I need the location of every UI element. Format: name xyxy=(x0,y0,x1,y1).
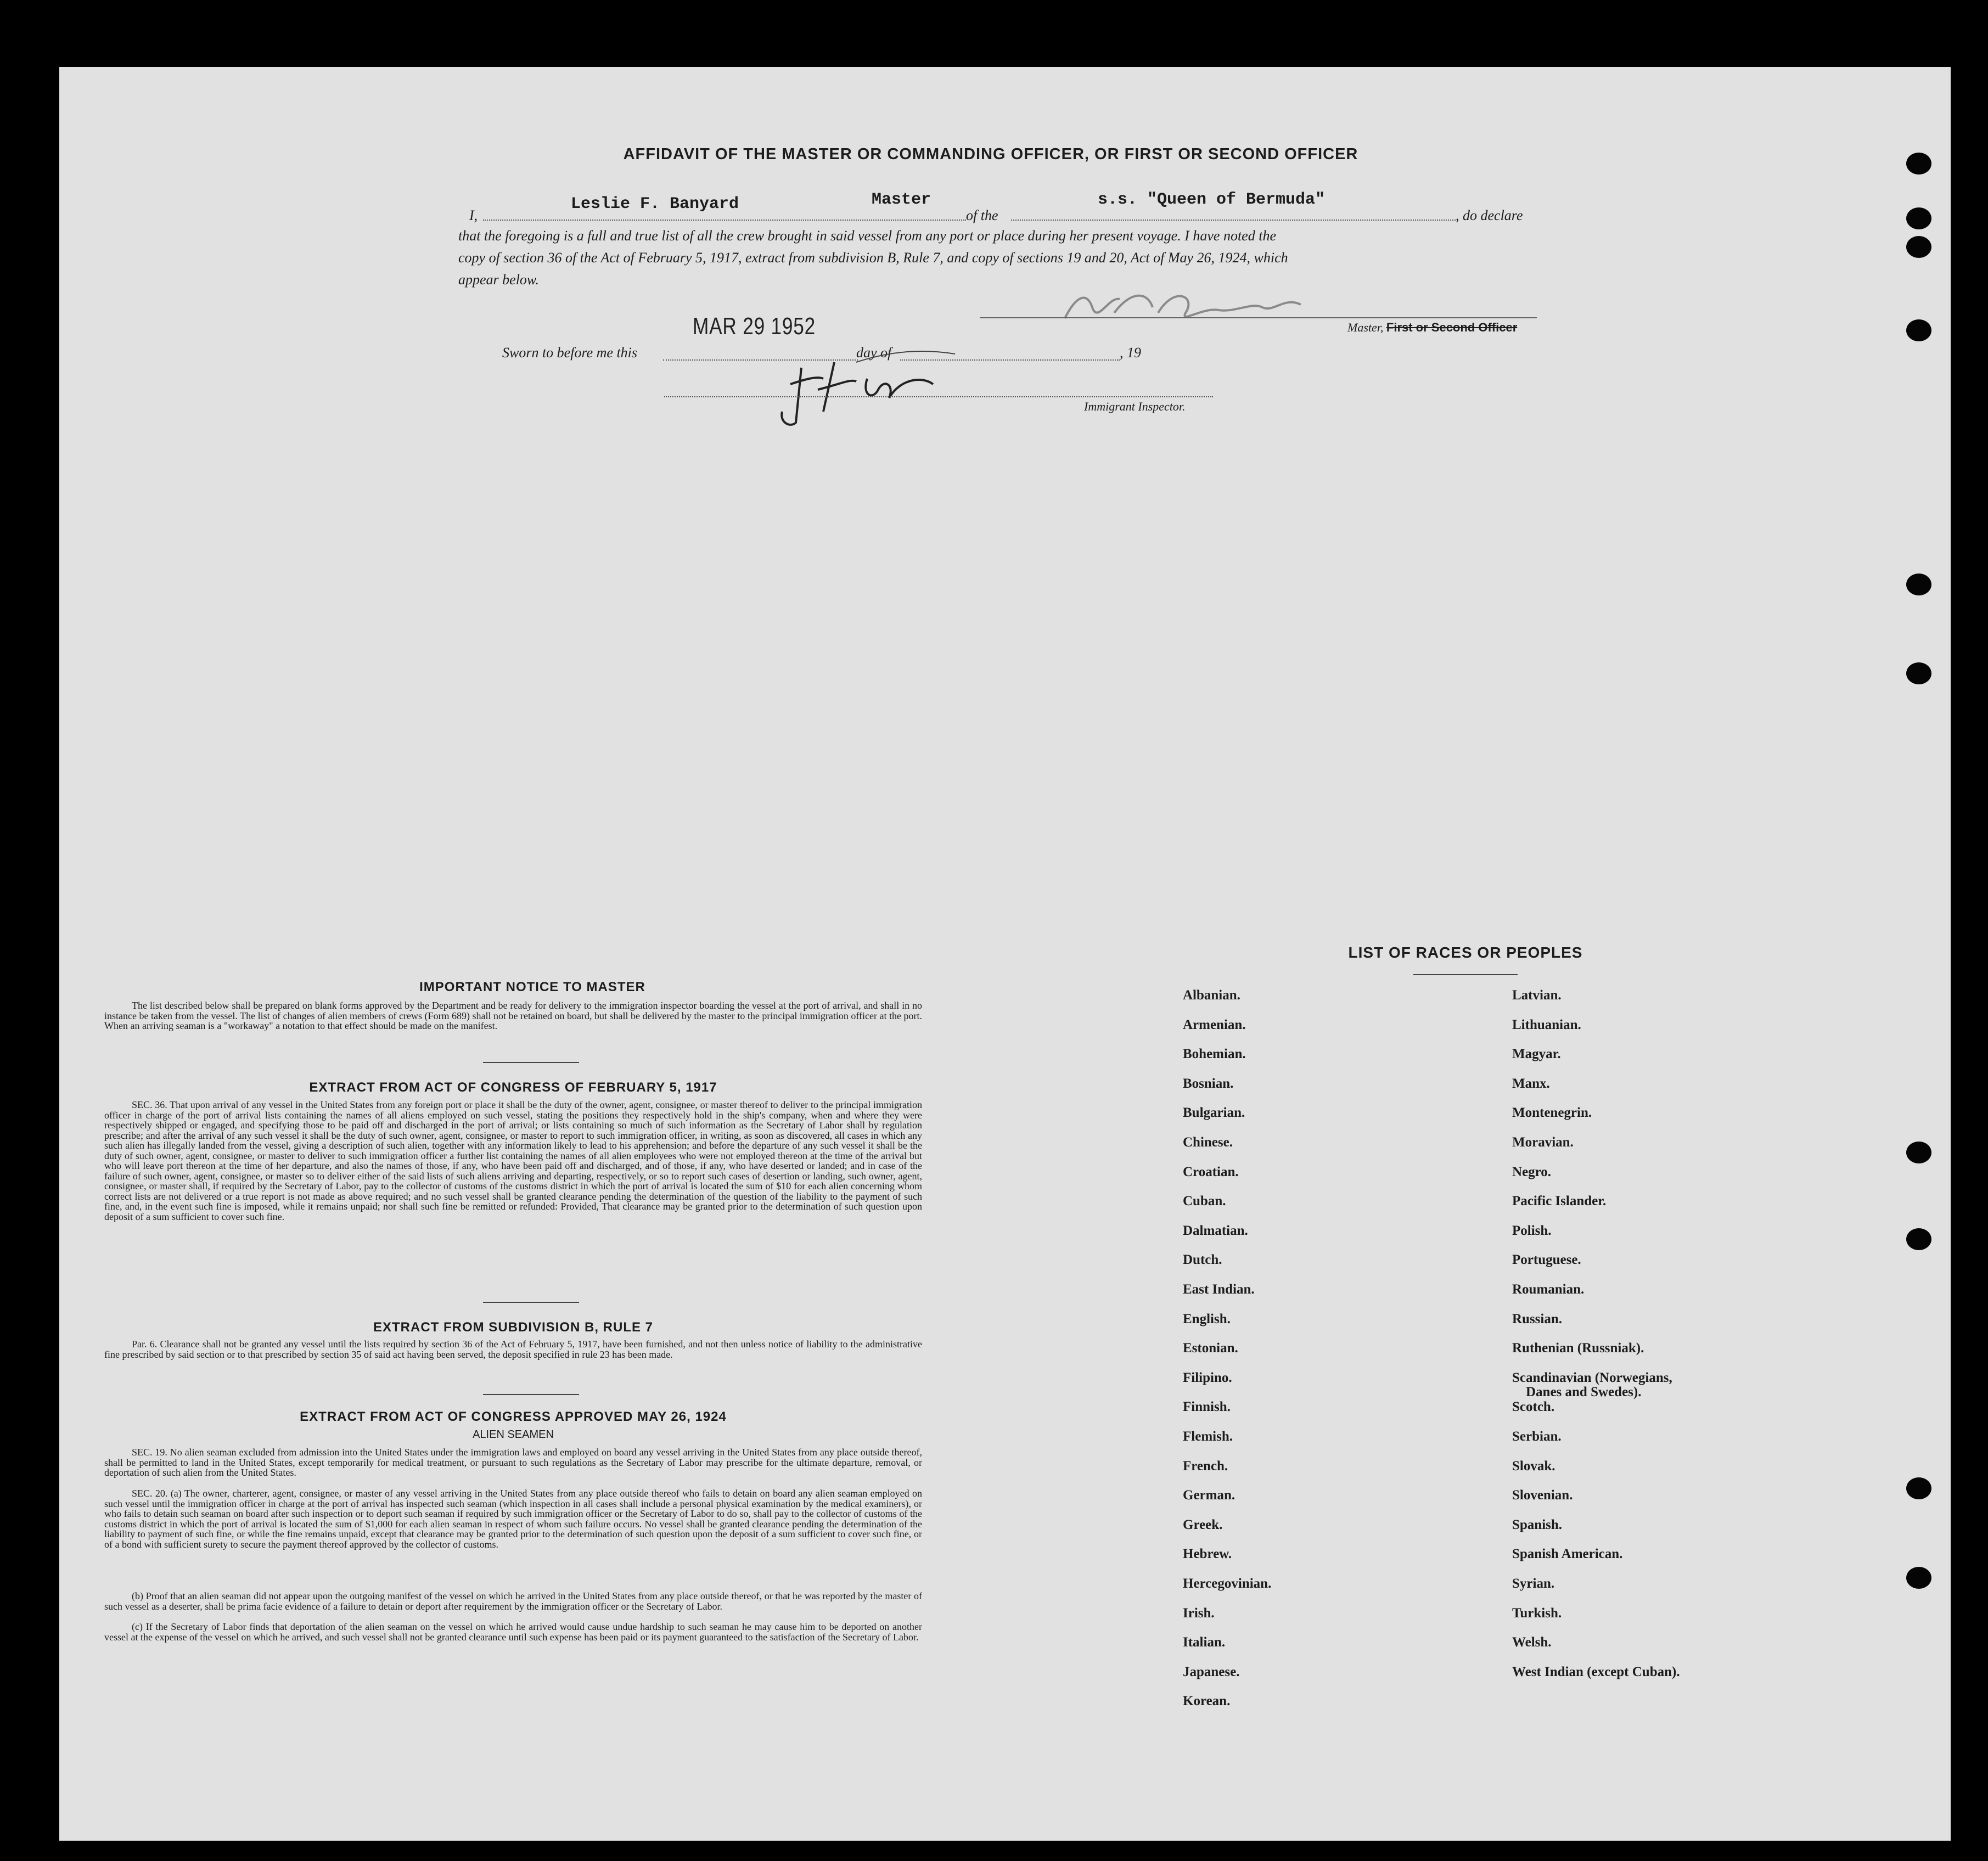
inspector-label: Immigrant Inspector. xyxy=(1084,400,1186,413)
race-item: Korean. xyxy=(1183,1694,1231,1709)
sworn-label: Sworn to before me this xyxy=(502,345,638,361)
race-item: Irish. xyxy=(1183,1605,1215,1621)
master-name: Leslie F. Banyard xyxy=(571,195,739,213)
affidavit-i-label: I, xyxy=(469,207,478,223)
inspector-signature xyxy=(757,346,977,434)
race-item: Bulgarian. xyxy=(1183,1105,1245,1121)
name-line xyxy=(483,220,966,221)
race-item: Slovak. xyxy=(1512,1458,1555,1474)
form-sheet xyxy=(59,67,1951,1841)
race-item: Flemish. xyxy=(1183,1429,1233,1444)
divider xyxy=(483,1062,579,1063)
divider xyxy=(483,1394,579,1395)
race-item: German. xyxy=(1183,1488,1236,1503)
race-item: Manx. xyxy=(1512,1076,1550,1091)
struck-title: First or Second Officer xyxy=(1386,321,1518,334)
vessel-line xyxy=(1011,220,1456,221)
extract-1924-subtitle: ALIEN SEAMEN xyxy=(473,1429,554,1441)
race-item: Japanese. xyxy=(1183,1664,1240,1679)
punch-hole xyxy=(1906,153,1931,175)
race-item: English. xyxy=(1183,1311,1231,1326)
race-item: Dutch. xyxy=(1183,1252,1222,1268)
punch-hole xyxy=(1906,1477,1931,1499)
race-item: Serbian. xyxy=(1512,1429,1562,1444)
race-item: Montenegrin. xyxy=(1512,1105,1592,1121)
race-item: Polish. xyxy=(1512,1223,1552,1238)
race-item: Syrian. xyxy=(1512,1576,1555,1591)
master-signature xyxy=(1054,274,1328,340)
race-item: Slovenian. xyxy=(1512,1488,1573,1503)
affidavit-body-3: appear below. xyxy=(458,272,539,288)
race-item: Spanish. xyxy=(1512,1517,1563,1532)
master-title: Master, xyxy=(1347,321,1384,334)
race-item: Pacific Islander. xyxy=(1512,1194,1607,1209)
punch-hole xyxy=(1906,1567,1931,1589)
race-item: Lithuanian. xyxy=(1512,1017,1581,1032)
punch-hole xyxy=(1906,662,1931,684)
race-item: Dalmatian. xyxy=(1183,1223,1248,1238)
notice-title: IMPORTANT NOTICE TO MASTER xyxy=(419,980,645,994)
rule7-title: EXTRACT FROM SUBDIVISION B, RULE 7 xyxy=(373,1320,654,1335)
race-item: Scandinavian (Norwegians, xyxy=(1512,1370,1672,1385)
race-item: Finnish. xyxy=(1183,1399,1231,1415)
rank-field: Master xyxy=(872,190,931,209)
race-item: Spanish American. xyxy=(1512,1547,1623,1562)
affidavit-body-2: copy of section 36 of the Act of February 5, 1917, extract from subdivision B, Rule 7, and copy of sections 19 and 20, Act of May 26, 1924, which xyxy=(458,250,1288,266)
punch-hole xyxy=(1906,1228,1931,1250)
punch-hole xyxy=(1906,1142,1931,1163)
do-declare-label: , do declare xyxy=(1456,207,1523,223)
race-item: French. xyxy=(1183,1458,1228,1474)
race-item: Russian. xyxy=(1512,1311,1563,1326)
race-item: Bosnian. xyxy=(1183,1076,1234,1091)
race-item: Moravian. xyxy=(1512,1135,1574,1150)
sec20a-text: SEC. 20. (a) The owner, charterer, agent, consignee, or master of any vessel arriving in the United States from any place outside thereof who fails to detain on board any alien seaman employed on such vessel until the immigration officer in charge at the port of arrival has inspected such seaman (which inspection in all cases shall include a personal physical examination by the medical examiners), or who fails to detain such seaman on board after such inspection or to deport such seaman if required by such immigration officer or the Secretary of Labor to do so, shall pay to the collector of customs of the customs district in which the port of arrival is located the sum of $1,000 for each alien seaman in respect of whom such failure occurs. No vessel shall be granted clearance pending the determination of the liability to payment of such fine, or while the fine remains unpaid, except that clearance may be granted prior to the determination of such question upon the deposit of a sum sufficient to cover such fine, or of a bond with sufficient surety to secure the payment thereof approved by the collector of customs. xyxy=(104,1488,922,1550)
date-stamp: MAR 29 1952 xyxy=(693,313,816,340)
race-item: Danes and Swedes). xyxy=(1526,1384,1642,1399)
race-item: Magyar. xyxy=(1512,1047,1561,1062)
punch-hole xyxy=(1906,236,1931,258)
race-item: Negro. xyxy=(1512,1164,1552,1179)
sec19-text: SEC. 19. No alien seaman excluded from admission into the United States under the immigration laws and employed on board any vessel arriving in the United States from any place outside thereof, shall be permitted to land in the United States, except temporarily for medical treatment, or pursuant to such regulations as the Secretary of Labor may prescribe for the ultimate departure, removal, or deportation of such alien from the United States. xyxy=(104,1447,922,1478)
races-title: LIST OF RACES OR PEOPLES xyxy=(1348,944,1583,961)
affidavit-body-1: that the foregoing is a full and true list of all the crew brought in said vessel from any port or place during her present voyage. I have noted the xyxy=(458,228,1276,244)
sec20b-text: (b) Proof that an alien seaman did not appear upon the outgoing manifest of the vessel on which he arrived in the United States from any place outside thereof, or that he was reported by the master of such vessel as a deserter, shall be prima facie evidence of a failure to detain or deport after requirement by the immigration officer or the Secretary of Labor. xyxy=(104,1590,922,1612)
of-the-label: of the xyxy=(966,207,998,223)
race-item: Estonian. xyxy=(1183,1341,1238,1356)
race-item: Turkish. xyxy=(1512,1605,1562,1621)
race-item: Croatian. xyxy=(1183,1164,1239,1179)
race-item: Roumanian. xyxy=(1512,1282,1585,1297)
race-item: Welsh. xyxy=(1512,1635,1552,1650)
notice-text: The list described below shall be prepared on blank forms approved by the Department and be ready for delivery to the immigration inspector boarding the vessel at the port of arrival, and shall in no instance be taken from the vessel. The list of changes of alien members of crews (Form 689) shall not be retained on board, but shall be delivered by the master to the principal immigration officer at the port. When an arriving seaman is a "workaway" a notation to that effect should be made on the manifest. xyxy=(104,1000,922,1031)
race-item: West Indian (except Cuban). xyxy=(1512,1664,1680,1679)
race-item: Hebrew. xyxy=(1183,1547,1232,1562)
extract-1924-title: EXTRACT FROM ACT OF CONGRESS APPROVED MAY 26, 1924 xyxy=(300,1409,727,1424)
race-item: Latvian. xyxy=(1512,988,1562,1003)
race-item: Greek. xyxy=(1183,1517,1223,1532)
race-item: Italian. xyxy=(1183,1635,1226,1650)
master-title-label xyxy=(1347,321,1517,335)
race-item: Armenian. xyxy=(1183,1017,1246,1032)
master-signature-line xyxy=(980,317,1537,318)
divider xyxy=(483,1302,579,1303)
punch-hole xyxy=(1906,207,1931,229)
sec20c-text: (c) If the Secretary of Labor finds that deportation of the alien seaman on the vessel on which he arrived would cause undue hardship to such seaman he may cause him to be deported on another vessel at the expense of the vessel on which he arrived, and such vessel shall not be granted clearance until such expense has been paid or its payment guaranteed to the satisfaction of the Secretary of Labor. xyxy=(104,1621,922,1643)
race-item: East Indian. xyxy=(1183,1282,1255,1297)
day-of-label: day of xyxy=(856,345,892,361)
race-item: Cuban. xyxy=(1183,1194,1226,1209)
punch-hole xyxy=(1906,574,1931,595)
race-item: Chinese. xyxy=(1183,1135,1233,1150)
vessel-name: s.s. "Queen of Bermuda" xyxy=(1098,190,1326,209)
punch-hole xyxy=(1906,319,1931,341)
year-label: , 19 xyxy=(1120,345,1141,361)
extract-1917-text: SEC. 36. That upon arrival of any vessel in the United States from any foreign port or place it shall be the duty of the owner, agent, consignee, or master thereof to deliver to the principal immigration officer in charge of the port of arrival lists containing the names of all aliens employed on such vessel, stating the positions they respectively hold in the ship's company, when and where they were respectively shipped or engaged, and specifying those to be paid off and discharged in the port of arrival; or lists containing so much of such information as the Secretary of Labor shall by regulation prescribe; and after the arrival of any such vessel it shall be the duty of such owner, agent, consignee, or master to report to such immigration officer, in writing, as soon as discovered, all cases in which any such alien has illegally landed from the vessel, giving a description of such alien, together with any information likely to lead to his apprehension; and before the departure of any such vessel it shall be the duty of such owner, agent, consignee, or master to deliver to such immigration officer a further list containing the names of all alien employees who were not employed thereon at the time of the arrival but who will leave port thereon at the time of her departure, and also the names of those, if any, who have been paid off and discharged, and of those, if any, who have deserted or landed; and in case of the failure of such owner, agent, consignee, or master so to deliver either of the said lists of such aliens arriving and departing, respectively, or so to report such cases of desertion or landing, such owner, agent, consignee, or master shall, if required by the Secretary of Labor, pay to the collector of customs of the customs district in which the port of arrival is located the sum of $10 for each alien concerning whom correct lists are not delivered or a true report is not made as above required; and no such vessel shall be granted clearance pending the determination of the question of the liability to the payment of such fine, and, in the event such fine is imposed, while it remains unpaid; nor shall such fine be remitted or refunded: Provided, That clearance may be granted prior to the determination of such question upon deposit of a sum sufficient to cover such fine. xyxy=(104,1099,922,1222)
race-item: Portuguese. xyxy=(1512,1252,1581,1268)
affidavit-title: AFFIDAVIT OF THE MASTER OR COMMANDING OFFICER, OR FIRST OR SECOND OFFICER xyxy=(623,145,1358,163)
race-item: Bohemian. xyxy=(1183,1047,1246,1062)
race-item: Ruthenian (Russniak). xyxy=(1512,1341,1644,1356)
rule7-text: Par. 6. Clearance shall not be granted any vessel until the lists required by section 36 of the Act of February 5, 1917, have been furnished, and not then unless notice of liability to the administrative fine prescribed by said section or to that prescribed by section 35 of said act having been served, the deposit specified in rule 23 has been made. xyxy=(104,1339,922,1360)
races-divider xyxy=(1413,974,1518,975)
race-item: Filipino. xyxy=(1183,1370,1232,1385)
race-item: Albanian. xyxy=(1183,988,1240,1003)
extract-1917-title: EXTRACT FROM ACT OF CONGRESS OF FEBRUARY 5, 1917 xyxy=(309,1080,717,1095)
inspector-line xyxy=(664,396,1213,397)
race-item: Scotch. xyxy=(1512,1399,1555,1415)
race-item: Hercegovinian. xyxy=(1183,1576,1272,1591)
